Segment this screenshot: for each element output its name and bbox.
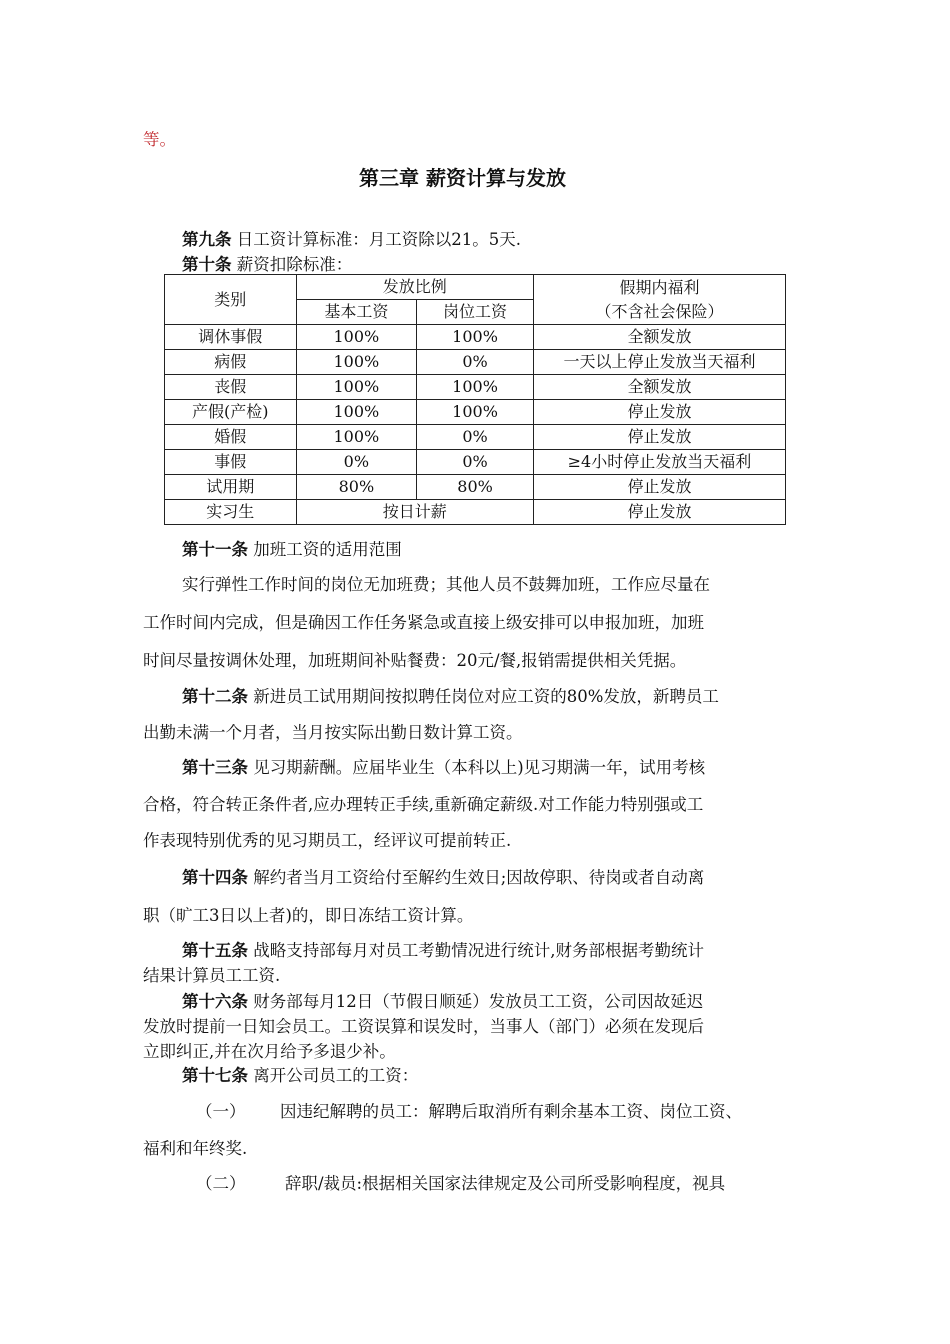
cell-basic: 100% <box>296 400 417 425</box>
table-row <box>165 500 786 525</box>
previous-page-tail: 等。 <box>143 130 176 149</box>
header-ratio: 发放比例 <box>296 275 533 300</box>
header-basic: 基本工资 <box>296 300 417 325</box>
table-row <box>165 375 786 400</box>
cell-welfare: 全额发放 <box>533 375 785 400</box>
list-item-number: （一） <box>196 1102 246 1121</box>
cell-post: 100% <box>417 400 534 425</box>
cell-welfare: 停止发放 <box>533 400 785 425</box>
article-text: 财务部每月12日（节假日顺延）发放员工工资，公司因故延迟 <box>248 992 704 1011</box>
cell-type: 婚假 <box>165 425 297 450</box>
paragraph-line: 合格，符合转正条件者,应办理转正手续,重新确定薪级.对工作能力特别强或工 <box>143 795 704 814</box>
paragraph-line: 时间尽量按调休处理，加班期间补贴餐费：20元/餐,报销需提供相关凭据。 <box>143 651 687 670</box>
salary-deduction-table <box>164 274 786 525</box>
article-text: 薪资扣除标准： <box>231 255 353 274</box>
header-welfare <box>533 275 785 325</box>
article-label: 第十七条 <box>182 1066 248 1085</box>
paragraph-line: 福利和年终奖. <box>143 1139 248 1158</box>
article-text: 战略支持部每月对员工考勤情况进行统计,财务部根据考勤统计 <box>248 941 704 960</box>
cell-basic: 100% <box>296 350 417 375</box>
cell-type: 试用期 <box>165 475 297 500</box>
cell-type: 事假 <box>165 450 297 475</box>
cell-type: 实习生 <box>165 500 297 525</box>
article-14 <box>182 864 704 888</box>
cell-post: 100% <box>417 325 534 350</box>
table-row <box>165 400 786 425</box>
cell-basic: 0% <box>296 450 417 475</box>
header-post: 岗位工资 <box>417 300 534 325</box>
chapter-title: 第三章 薪资计算与发放 <box>359 166 566 190</box>
cell-welfare: 停止发放 <box>533 500 785 525</box>
article-label: 第十四条 <box>182 868 248 887</box>
article-label: 第十三条 <box>182 758 248 777</box>
list-item-text: 因违纪解聘的员工：解聘后取消所有剩余基本工资、岗位工资、 <box>280 1102 742 1121</box>
article-text: 离开公司员工的工资： <box>248 1066 419 1085</box>
cell-merged: 按日计薪 <box>296 500 533 525</box>
paragraph-line: 实行弹性工作时间的岗位无加班费；其他人员不鼓舞加班，工作应尽量在 <box>182 575 710 594</box>
list-item-text: 辞职/裁员:根据相关国家法律规定及公司所受影响程度，视具 <box>285 1174 726 1193</box>
article-15 <box>182 937 704 961</box>
cell-basic: 100% <box>296 425 417 450</box>
cell-welfare: 全额发放 <box>533 325 785 350</box>
article-text: 加班工资的适用范围 <box>248 540 402 559</box>
cell-welfare: 停止发放 <box>533 475 785 500</box>
paragraph-line: 立即纠正,并在次月给予多退少补。 <box>143 1042 396 1061</box>
article-11 <box>182 536 402 560</box>
paragraph-line: 结果计算员工工资. <box>143 966 281 985</box>
article-16 <box>182 988 703 1012</box>
article-label: 第十二条 <box>182 687 248 706</box>
cell-basic: 100% <box>296 375 417 400</box>
article-label: 第十五条 <box>182 941 248 960</box>
article-12 <box>182 683 719 707</box>
list-item-number: （二） <box>196 1174 246 1193</box>
cell-type: 调休事假 <box>165 325 297 350</box>
article-17 <box>182 1062 418 1086</box>
cell-post: 80% <box>417 475 534 500</box>
cell-post: 0% <box>417 425 534 450</box>
article-text: 日工资计算标准：月工资除以21。5天. <box>231 230 521 249</box>
article-label: 第十条 <box>182 255 232 274</box>
article-13 <box>182 754 705 778</box>
paragraph-line: 工作时间内完成，但是确因工作任务紧急或直接上级安排可以申报加班，加班 <box>143 613 704 632</box>
header-type: 类别 <box>165 275 297 325</box>
cell-basic: 80% <box>296 475 417 500</box>
article-label: 第十六条 <box>182 992 248 1011</box>
cell-welfare: 停止发放 <box>533 425 785 450</box>
cell-post: 0% <box>417 350 534 375</box>
table-row <box>165 450 786 475</box>
header-welfare-line2: （不含社会保险） <box>595 301 724 321</box>
paragraph-line: 出勤未满一个月者，当月按实际出勤日数计算工资。 <box>143 723 523 742</box>
article-10 <box>182 251 352 275</box>
cell-post: 0% <box>417 450 534 475</box>
cell-welfare: 一天以上停止发放当天福利 <box>533 350 785 375</box>
table-row <box>165 425 786 450</box>
table-row <box>165 350 786 375</box>
article-label: 第九条 <box>182 230 232 249</box>
article-text: 见习期薪酬。应届毕业生（本科以上)见习期满一年，试用考核 <box>248 758 706 777</box>
paragraph-line: 发放时提前一日知会员工。工资误算和误发时，当事人（部门）必须在发现后 <box>143 1017 704 1036</box>
article-9 <box>182 226 521 250</box>
table-row <box>165 325 786 350</box>
paragraph-line: 作表现特别优秀的见习期员工，经评议可提前转正. <box>143 831 512 850</box>
cell-type: 病假 <box>165 350 297 375</box>
cell-post: 100% <box>417 375 534 400</box>
cell-type: 丧假 <box>165 375 297 400</box>
article-label: 第十一条 <box>182 540 248 559</box>
article-text: 新进员工试用期间按拟聘任岗位对应工资的80%发放，新聘员工 <box>248 687 719 706</box>
article-text: 解约者当月工资给付至解约生效日;因故停职、待岗或者自动离 <box>248 868 705 887</box>
cell-type: 产假(产检) <box>165 400 297 425</box>
cell-basic: 100% <box>296 325 417 350</box>
table-header-row <box>165 275 786 300</box>
paragraph-line: 职（旷工3日以上者)的，即日冻结工资计算。 <box>143 906 474 925</box>
header-welfare-line1: 假期内福利 <box>619 277 700 297</box>
table-row <box>165 475 786 500</box>
cell-welfare: ≥4小时停止发放当天福利 <box>533 450 785 475</box>
